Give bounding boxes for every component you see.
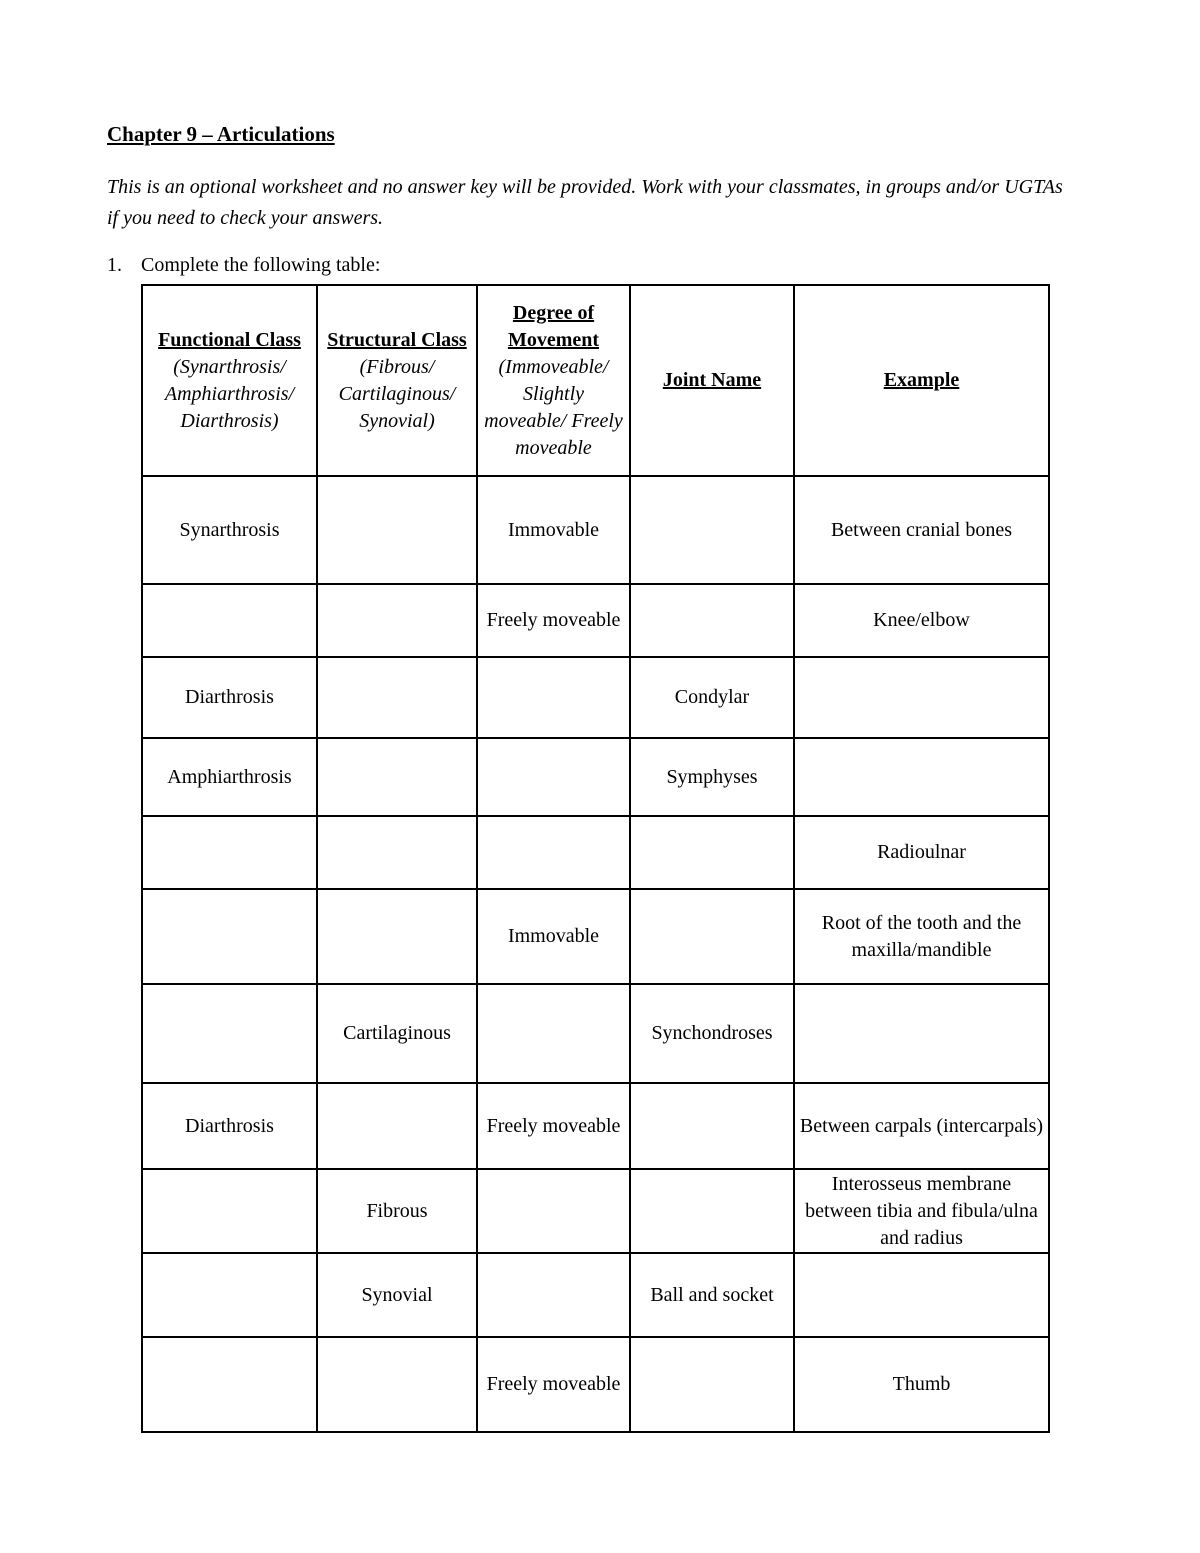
cell-example[interactable] [794,738,1049,816]
cell-example[interactable]: Between carpals (intercarpals) [794,1083,1049,1169]
cell-functional-class[interactable] [142,984,317,1083]
header-title: Degree of Movement [507,301,600,351]
cell-joint-name[interactable] [630,1169,794,1253]
cell-example[interactable]: Radioulnar [794,816,1049,889]
cell-joint-name[interactable] [630,816,794,889]
cell-degree-of-movement[interactable] [477,984,630,1083]
table-row [142,657,1049,738]
cell-functional-class[interactable]: Amphiarthrosis [142,738,317,816]
cell-structural-class[interactable]: Synovial [317,1253,477,1337]
cell-structural-class[interactable] [317,816,477,889]
cell-structural-class[interactable] [317,476,477,584]
cell-functional-class[interactable] [142,1337,317,1432]
table-row [142,1169,1049,1253]
cell-joint-name[interactable]: Condylar [630,657,794,738]
cell-joint-name[interactable] [630,584,794,657]
cell-joint-name[interactable] [630,476,794,584]
header-degree-of-movement [477,285,630,476]
table-row [142,1337,1049,1432]
cell-degree-of-movement[interactable] [477,1253,630,1337]
cell-joint-name[interactable] [630,1083,794,1169]
table-row [142,889,1049,984]
cell-example[interactable] [794,1253,1049,1337]
cell-joint-name[interactable]: Ball and socket [630,1253,794,1337]
cell-structural-class[interactable] [317,1337,477,1432]
cell-example[interactable]: Thumb [794,1337,1049,1432]
cell-joint-name[interactable] [630,889,794,984]
table-row [142,1083,1049,1169]
question-number: 1. [107,254,122,276]
table-row [142,738,1049,816]
cell-functional-class[interactable]: Diarthrosis [142,1083,317,1169]
table-row [142,1253,1049,1337]
question-1 [107,254,380,277]
table-row [142,816,1049,889]
intro-text: This is an optional worksheet and no answer key will be provided. Work with your classmates, in groups and/or UGTAs if you need to check your answers. [107,176,1063,229]
question-text: Complete the following table: [141,254,381,276]
cell-structural-class[interactable] [317,657,477,738]
cell-functional-class[interactable]: Synarthrosis [142,476,317,584]
cell-example[interactable]: Root of the tooth and the maxilla/mandible [794,889,1049,984]
cell-functional-class[interactable] [142,816,317,889]
header-title: Example [883,369,960,391]
cell-structural-class[interactable] [317,1083,477,1169]
page-title: Chapter 9 – Articulations [107,122,335,146]
cell-functional-class[interactable] [142,584,317,657]
cell-structural-class[interactable] [317,584,477,657]
cell-degree-of-movement[interactable]: Freely moveable [477,1083,630,1169]
header-subtitle: (Immoveable/ Slightly moveable/ Freely moveable [484,355,623,459]
cell-example[interactable]: Interosseus membrane between tibia and fibula/ulna and radius [794,1169,1049,1253]
cell-degree-of-movement[interactable]: Immovable [477,476,630,584]
table-row [142,984,1049,1083]
cell-degree-of-movement[interactable]: Immovable [477,889,630,984]
cell-functional-class[interactable] [142,889,317,984]
cell-example[interactable] [794,657,1049,738]
cell-degree-of-movement[interactable] [477,657,630,738]
cell-structural-class[interactable] [317,889,477,984]
table-row [142,476,1049,584]
cell-structural-class[interactable] [317,738,477,816]
header-joint-name [630,285,794,476]
cell-degree-of-movement[interactable] [477,738,630,816]
cell-example[interactable] [794,984,1049,1083]
header-title: Structural Class [327,328,467,351]
cell-degree-of-movement[interactable] [477,1169,630,1253]
cell-degree-of-movement[interactable]: Freely moveable [477,1337,630,1432]
cell-example[interactable]: Knee/elbow [794,584,1049,657]
cell-degree-of-movement[interactable] [477,816,630,889]
cell-functional-class[interactable] [142,1253,317,1337]
cell-functional-class[interactable]: Diarthrosis [142,657,317,738]
header-title: Functional Class [158,328,301,351]
cell-functional-class[interactable] [142,1169,317,1253]
header-example [794,285,1049,476]
articulations-table [141,284,1050,1433]
cell-structural-class[interactable]: Cartilaginous [317,984,477,1083]
cell-joint-name[interactable]: Symphyses [630,738,794,816]
table-row [142,584,1049,657]
header-structural-class [317,285,477,476]
header-subtitle: (Synarthrosis/ Amphiarthrosis/ Diarthrosis) [164,355,295,432]
cell-degree-of-movement[interactable]: Freely moveable [477,584,630,657]
cell-joint-name[interactable]: Synchondroses [630,984,794,1083]
cell-joint-name[interactable] [630,1337,794,1432]
header-subtitle: (Fibrous/ Cartilaginous/ Synovial) [338,355,456,432]
header-title: Joint Name [662,369,762,391]
cell-structural-class[interactable]: Fibrous [317,1169,477,1253]
cell-example[interactable]: Between cranial bones [794,476,1049,584]
header-row [142,285,1049,476]
header-functional-class [142,285,317,476]
